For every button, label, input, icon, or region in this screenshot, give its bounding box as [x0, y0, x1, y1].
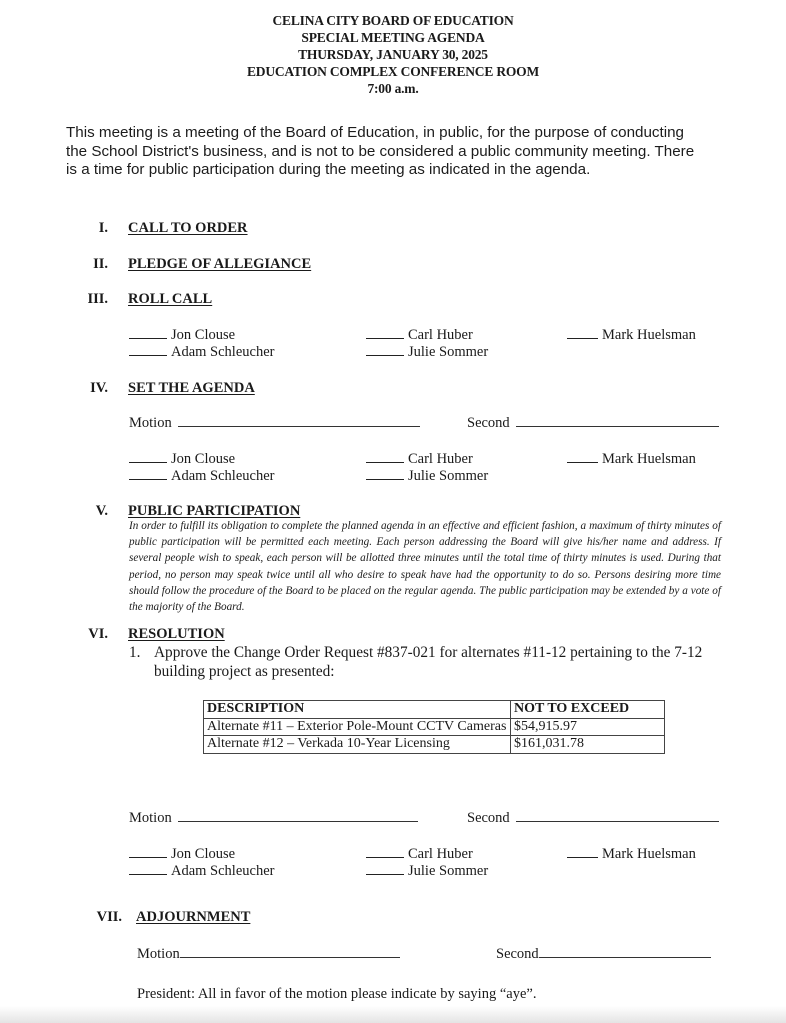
section-title: RESOLUTION — [128, 626, 225, 642]
change-order-table — [203, 700, 665, 754]
table-row — [204, 718, 665, 736]
column-header-description: DESCRIPTION — [204, 701, 511, 719]
second-label: Second — [467, 415, 510, 431]
roll-entry-jon-clouse — [129, 845, 235, 864]
set-agenda-motion — [129, 414, 420, 432]
second-blank[interactable] — [539, 945, 711, 958]
roll-entry-jon-clouse — [129, 326, 235, 345]
section-number: II. — [93, 256, 108, 272]
member-name: Julie Sommer — [408, 468, 489, 484]
resolution-item-number: 1. — [129, 644, 141, 661]
vote-blank[interactable] — [366, 326, 404, 339]
document-header — [0, 12, 786, 97]
section-number: IV. — [90, 380, 108, 396]
section-title: SET THE AGENDA — [128, 380, 255, 396]
section-title: ADJOURNMENT — [136, 909, 251, 925]
cell-amount: $54,915.97 — [511, 718, 665, 736]
motion-label: Motion — [137, 946, 180, 962]
meeting-time: 7:00 a.m. — [367, 81, 419, 96]
section-number: III. — [87, 291, 108, 307]
second-label: Second — [496, 946, 539, 962]
vote-blank[interactable] — [129, 450, 167, 463]
vote-blank[interactable] — [129, 467, 167, 480]
roll-entry-julie-sommer — [366, 467, 488, 486]
section-number: I. — [98, 220, 108, 236]
cell-description: Alternate #12 – Verkada 10-Year Licensing — [204, 736, 511, 754]
column-header-not-to-exceed: NOT TO EXCEED — [511, 701, 665, 719]
board-name: CELINA CITY BOARD OF EDUCATION — [272, 13, 514, 28]
section-number: V. — [95, 503, 108, 519]
motion-blank[interactable] — [178, 414, 420, 427]
roll-entry-carl-huber — [366, 450, 473, 469]
vote-blank[interactable] — [567, 326, 598, 339]
vote-blank[interactable] — [129, 862, 167, 875]
section-number: VI. — [88, 626, 108, 642]
second-label: Second — [467, 810, 510, 826]
roll-entry-adam-schleucher — [129, 862, 274, 881]
vote-blank[interactable] — [129, 326, 167, 339]
roll-entry-mark-huelsman — [567, 326, 696, 345]
resolution-second — [467, 809, 719, 827]
roll-entry-mark-huelsman — [567, 845, 696, 864]
cell-amount: $161,031.78 — [511, 736, 665, 754]
member-name: Mark Huelsman — [602, 327, 696, 343]
roll-entry-mark-huelsman — [567, 450, 696, 469]
vote-blank[interactable] — [366, 343, 404, 356]
roll-entry-adam-schleucher — [129, 343, 274, 362]
motion-label: Motion — [129, 415, 172, 431]
member-name: Julie Sommer — [408, 344, 489, 360]
member-name: Adam Schleucher — [171, 468, 275, 484]
vote-blank[interactable] — [366, 450, 404, 463]
section-number: VII. — [96, 909, 122, 925]
section-title: CALL TO ORDER — [128, 220, 248, 236]
table-header-row — [204, 701, 665, 719]
motion-blank[interactable] — [178, 809, 418, 822]
second-blank[interactable] — [516, 809, 719, 822]
member-name: Carl Huber — [408, 451, 473, 467]
roll-entry-julie-sommer — [366, 862, 488, 881]
member-name: Carl Huber — [408, 846, 473, 862]
member-name: Adam Schleucher — [171, 863, 275, 879]
member-name: Mark Huelsman — [602, 451, 696, 467]
second-blank[interactable] — [516, 414, 719, 427]
vote-blank[interactable] — [366, 467, 404, 480]
meeting-type: SPECIAL MEETING AGENDA — [301, 30, 485, 45]
adjournment-second — [496, 945, 711, 963]
roll-entry-julie-sommer — [366, 343, 488, 362]
roll-entry-jon-clouse — [129, 450, 235, 469]
vote-blank[interactable] — [366, 862, 404, 875]
vote-blank[interactable] — [129, 845, 167, 858]
president-note: President: All in favor of the motion please indicate by saying “aye”. — [137, 986, 537, 1002]
section-title: ROLL CALL — [128, 291, 213, 307]
member-name: Adam Schleucher — [171, 344, 275, 360]
resolution-motion — [129, 809, 418, 827]
section-title: PUBLIC PARTICIPATION — [128, 503, 301, 519]
vote-blank[interactable] — [567, 450, 598, 463]
motion-blank[interactable] — [180, 945, 400, 958]
set-agenda-second — [467, 414, 719, 432]
member-name: Jon Clouse — [171, 451, 236, 467]
meeting-date: THURSDAY, JANUARY 30, 2025 — [298, 47, 488, 62]
page-bottom-shadow — [0, 1006, 786, 1023]
table-row — [204, 736, 665, 754]
vote-blank[interactable] — [366, 845, 404, 858]
intro-paragraph: This meeting is a meeting of the Board of Education, in public, for the purpose of conducting the School District's business, and is not to be considered a public community meeting. There is a time for public participation during the meeting as indicated in the agenda. — [66, 124, 695, 178]
roll-entry-carl-huber — [366, 326, 473, 345]
member-name: Jon Clouse — [171, 846, 236, 862]
vote-blank[interactable] — [129, 343, 167, 356]
roll-entry-adam-schleucher — [129, 467, 274, 486]
public-participation-policy: In order to fulfill its obligation to complete the planned agenda in an effective and efficient fashion, a maximum of thirty minutes of public participation will be permitted each meeting. Each person addressing the Board will give his/her name and address. If several people wish to speak, each person will be allotted three minutes until the total time of thirty minutes is used. During that period, no person may speak twice until all who desire to speak have had the opportunity to do so. Persons desiring more time should follow the procedure of the Board to be placed on the regular agenda. The public participation may be extended by a vote of the majority of the Board. — [129, 520, 721, 614]
resolution-item-text: Approve the Change Order Request #837-021 for alternates #11-12 pertaining to the 7-12 building project as presented: — [154, 644, 703, 680]
member-name: Carl Huber — [408, 327, 473, 343]
vote-blank[interactable] — [567, 845, 598, 858]
roll-entry-carl-huber — [366, 845, 473, 864]
member-name: Jon Clouse — [171, 327, 236, 343]
member-name: Mark Huelsman — [602, 846, 696, 862]
member-name: Julie Sommer — [408, 863, 489, 879]
adjournment-motion — [137, 945, 400, 963]
meeting-location: EDUCATION COMPLEX CONFERENCE ROOM — [246, 64, 540, 79]
cell-description: Alternate #11 – Exterior Pole-Mount CCTV Cameras — [204, 718, 511, 736]
section-title: PLEDGE OF ALLEGIANCE — [128, 256, 312, 272]
motion-label: Motion — [129, 810, 172, 826]
